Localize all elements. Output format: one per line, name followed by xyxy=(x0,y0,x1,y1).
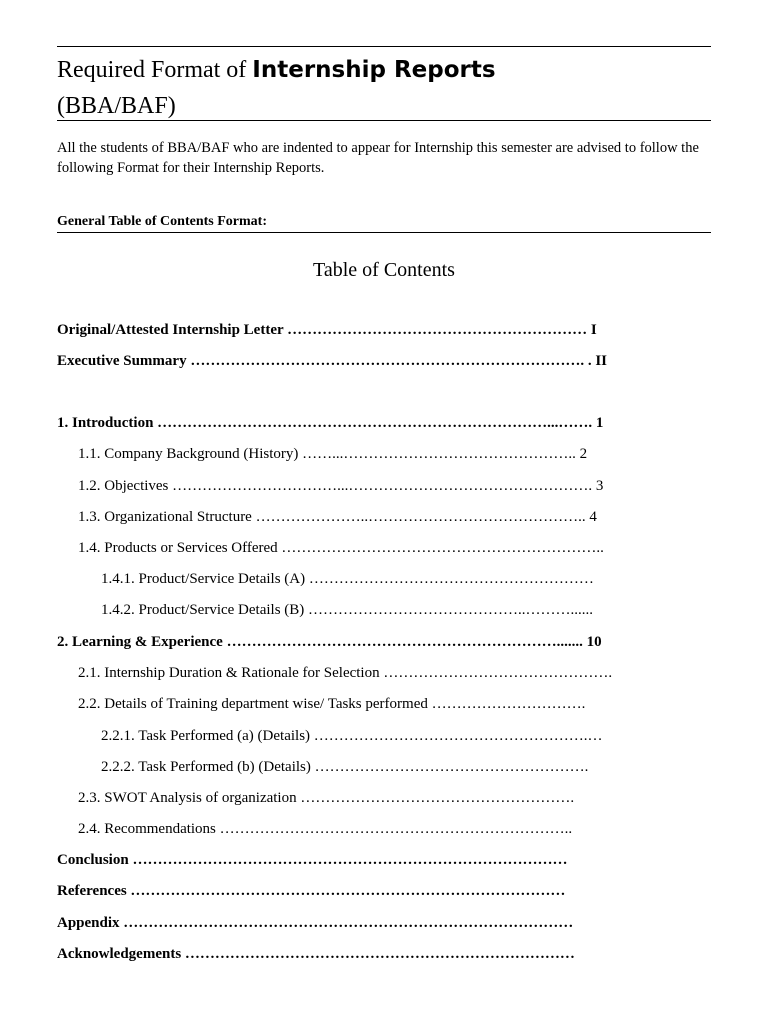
section-label: General Table of Contents Format: xyxy=(57,214,267,229)
toc-entry: Original/Attested Internship Letter …………………………………………………… I xyxy=(57,322,597,338)
page-title xyxy=(57,56,496,84)
toc-entry: Acknowledgements …………………………………………………………………… xyxy=(57,946,575,962)
toc-entry: 2.3. SWOT Analysis of organization ………………………………………………. xyxy=(78,790,575,806)
intro-paragraph: All the students of BBA/BAF who are indented to appear for Internship this semester are advised to follow the following Format for their Internship Reports. xyxy=(57,140,699,176)
title-underline xyxy=(57,120,711,121)
toc-entry: 1.1. Company Background (History) ……...……………………………………….. 2 xyxy=(78,446,588,462)
toc-entry: 2.2. Details of Training department wise/ Tasks performed …………………………. xyxy=(78,696,586,712)
toc-entry: 1.3. Organizational Structure …………………..…………………………………….. 4 xyxy=(78,509,597,525)
toc-entry: References …………………………………………………………………………… xyxy=(57,883,566,899)
toc-entry: Executive Summary ……………………………………………………………………. . II xyxy=(57,353,607,369)
toc-entry: 1.4. Products or Services Offered ……………………………………………………….. xyxy=(78,540,604,556)
toc-entry: 2.1. Internship Duration & Rationale for Selection ………………………………………. xyxy=(78,665,613,681)
top-rule xyxy=(57,46,711,47)
toc-entry: Appendix ……………………………………………………………………………… xyxy=(57,915,574,931)
section-rule xyxy=(57,232,711,233)
toc-entry: 2. Learning & Experience …………………………………………………………....... 10 xyxy=(57,634,602,650)
toc-entry: 1.4.2. Product/Service Details (B) ……………………………………..………...... xyxy=(101,602,594,618)
toc-entry: 1.2. Objectives ……………………………...…………………………………………. 3 xyxy=(78,478,604,494)
toc-entry: 2.4. Recommendations …………………………………………………………….. xyxy=(78,821,573,837)
toc-entry: 1. Introduction ……………………………………………………………………...……. 1 xyxy=(57,415,604,431)
toc-entry: 2.2.1. Task Performed (a) (Details) ……………………………………………….… xyxy=(101,728,603,744)
title-prefix: Required Format of xyxy=(57,57,253,83)
toc-entry: Conclusion …………………………………………………………………………… xyxy=(57,852,568,868)
toc-entry: 1.4.1. Product/Service Details (A) ………………………………………………… xyxy=(101,571,594,587)
page-subtitle: (BBA/BAF) xyxy=(57,93,176,119)
toc-heading: Table of Contents xyxy=(313,259,455,281)
title-emphasis: Internship Reports xyxy=(252,57,496,83)
toc-entry: 2.2.2. Task Performed (b) (Details) ………………………………………………. xyxy=(101,759,589,775)
